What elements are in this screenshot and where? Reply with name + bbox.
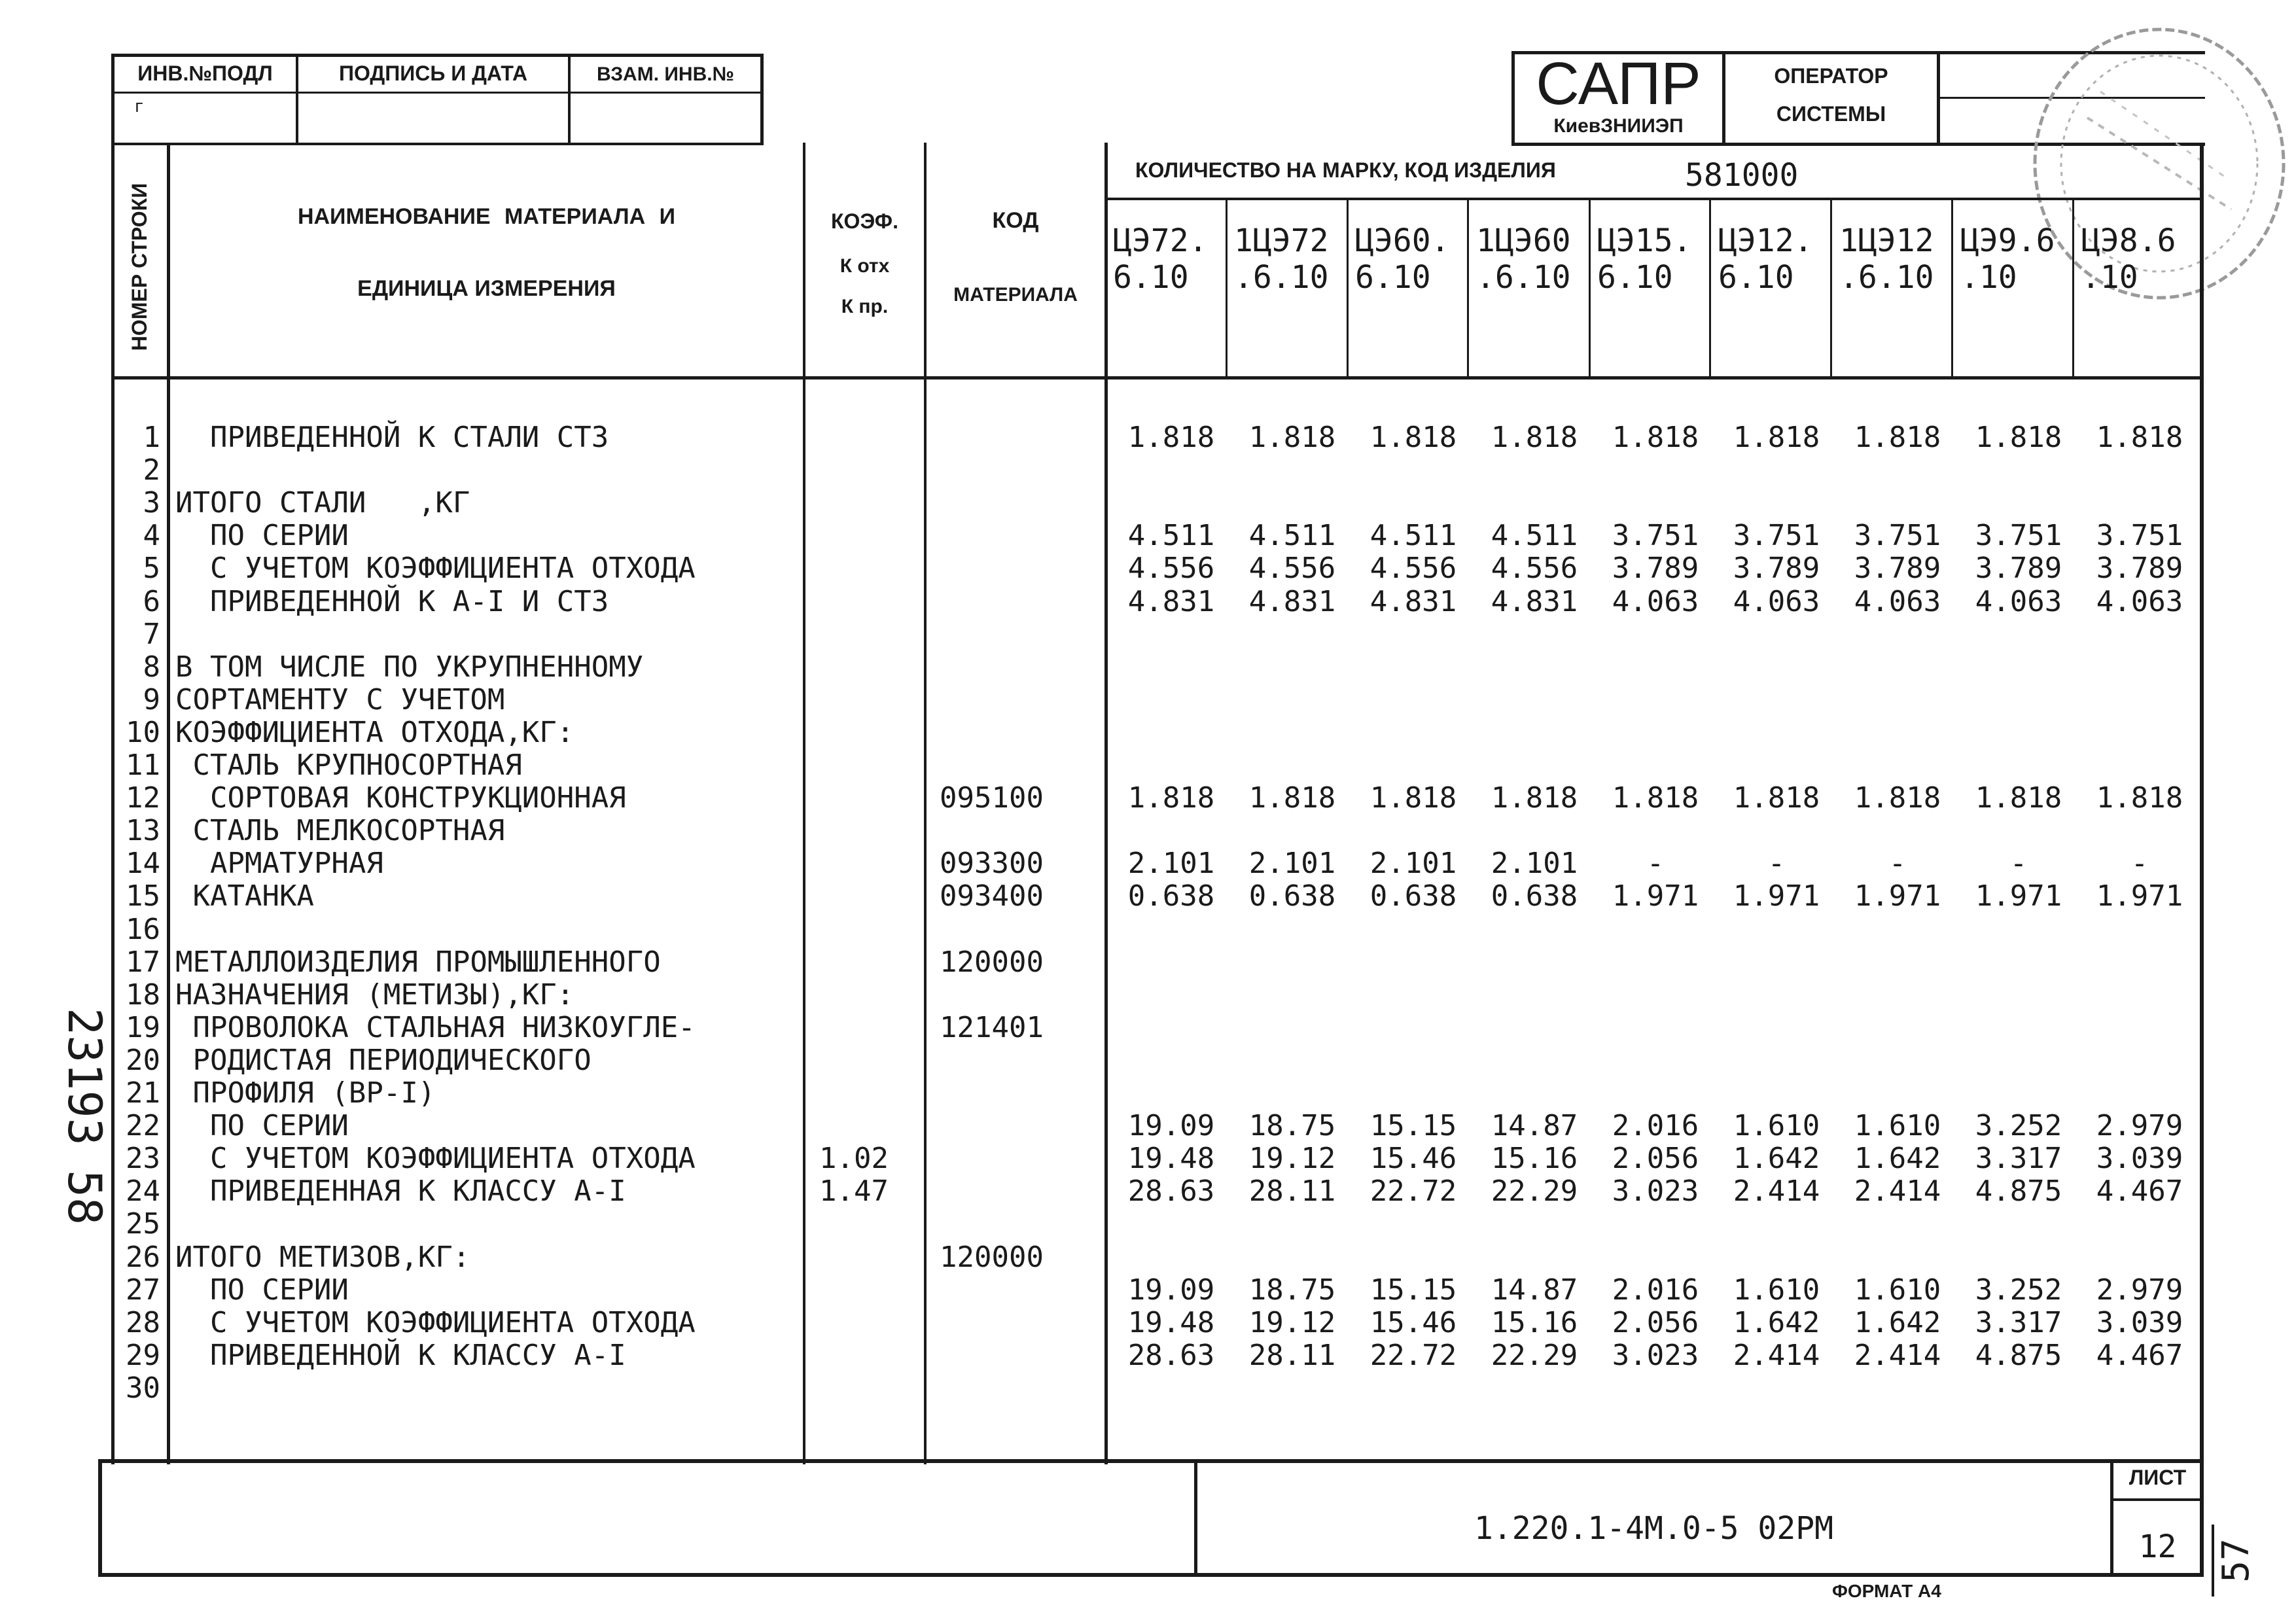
quantity-cell: 1.818 — [1854, 421, 1941, 454]
quantity-cell: 3.751 — [1975, 519, 2062, 552]
column-header-line1: ЦЭ9.6 — [1960, 222, 2055, 259]
material-name: ПРОВОЛОКА СТАЛЬНАЯ НИЗКОУГЛЕ- — [175, 1011, 696, 1044]
row-number: 22 — [126, 1109, 160, 1142]
row-number: 29 — [126, 1339, 160, 1372]
quantity-cell: - — [2009, 847, 2028, 880]
quantity-cell: 2.414 — [1733, 1174, 1820, 1208]
row-number: 2 — [143, 453, 160, 487]
material-name: ИТОГО СТАЛИ ,КГ — [175, 486, 470, 520]
archive-number: 23193 — [58, 1008, 111, 1146]
quantity-cell: 14.87 — [1491, 1109, 1578, 1142]
quantity-cell: 1.610 — [1733, 1273, 1820, 1307]
quantity-cell: 2.101 — [1248, 847, 1336, 880]
quantity-cell: 3.789 — [2096, 552, 2183, 585]
quantity-cell: 3.751 — [1612, 519, 1699, 552]
column-header-line2: .10 — [2081, 259, 2138, 296]
material-name: С УЧЕТОМ КОЭФФИЦИЕНТА ОТХОДА — [175, 552, 696, 585]
document-code: 1.220.1-4М.0-5 02РМ — [1474, 1510, 1834, 1547]
quantity-cell: 4.467 — [2096, 1339, 2183, 1372]
column-header-line2: 6.10 — [1113, 259, 1189, 296]
column-header-line2: .6.10 — [1476, 259, 1571, 296]
quantity-cell: 19.48 — [1127, 1142, 1215, 1175]
quantity-cell: 1.818 — [1975, 421, 2062, 454]
material-name: ПРИВЕДЕННОЙ К КЛАССУ А-I — [175, 1339, 626, 1372]
row-number: 12 — [126, 781, 160, 815]
quantity-cell: 4.875 — [1975, 1339, 2062, 1372]
quantity-cell: 1.818 — [1975, 781, 2062, 815]
quantity-cell: 2.016 — [1612, 1273, 1699, 1307]
material-name: ПО СЕРИИ — [175, 519, 349, 552]
column-header — [1597, 222, 1692, 296]
column-header — [1234, 222, 1329, 296]
quantity-cell: 4.511 — [1369, 519, 1457, 552]
column-header — [2081, 222, 2176, 296]
row-number: 4 — [143, 519, 160, 552]
column-header-line1: ЦЭ72. — [1113, 222, 1208, 259]
quantity-cell: 0.638 — [1369, 879, 1457, 913]
quantity-cell: 1.971 — [1733, 879, 1820, 913]
row-number: 20 — [126, 1044, 160, 1077]
quantity-cell: 4.467 — [2096, 1174, 2183, 1208]
quantity-cell: 1.971 — [1854, 879, 1941, 913]
inv-podl-label: ИНВ.№ПОДЛ — [137, 62, 273, 86]
quantity-cell: 1.818 — [1127, 421, 1215, 454]
material-header-1: НАИМЕНОВАНИЕ МАТЕРИАЛА И — [297, 204, 676, 229]
material-code: 093400 — [940, 879, 1044, 913]
row-number: 30 — [126, 1371, 160, 1405]
row-number: 16 — [126, 913, 160, 946]
row-number: 6 — [143, 585, 160, 618]
quantity-cell: 28.11 — [1248, 1339, 1336, 1372]
quantity-cell: 0.638 — [1248, 879, 1336, 913]
material-name: ПРИВЕДЕННАЯ К КЛАССУ А-I — [175, 1174, 626, 1208]
column-header — [1113, 222, 1208, 296]
column-header-line1: 1ЦЭ72 — [1234, 222, 1329, 259]
material-name: АРМАТУРНАЯ — [175, 847, 383, 880]
row-number: 15 — [126, 879, 160, 913]
quantity-cell: 3.252 — [1975, 1109, 2062, 1142]
row-number: 9 — [143, 683, 160, 716]
quantity-cell: 1.818 — [2096, 781, 2183, 815]
quantity-cell: 15.46 — [1369, 1306, 1457, 1339]
quantity-cell: 19.48 — [1127, 1306, 1215, 1339]
material-name: РОДИСТАЯ ПЕРИОДИЧЕСКОГО — [175, 1044, 592, 1077]
quantity-cell: 4.511 — [1248, 519, 1336, 552]
column-header-line1: ЦЭ15. — [1597, 222, 1692, 259]
column-header — [1839, 222, 1934, 296]
material-name: ПО СЕРИИ — [175, 1273, 349, 1307]
material-name: ПО СЕРИИ — [175, 1109, 349, 1142]
quantity-cell: 19.09 — [1127, 1273, 1215, 1307]
material-name: ПРИВЕДЕННОЙ К СТАЛИ СТ3 — [175, 421, 609, 454]
quantity-cell: - — [1888, 847, 1907, 880]
material-name: СОРТОВАЯ КОНСТРУКЦИОННАЯ — [175, 781, 626, 815]
quantity-cell: 3.023 — [1612, 1174, 1699, 1208]
quantity-cell: 28.63 — [1127, 1339, 1215, 1372]
column-header-line2: 6.10 — [1597, 259, 1673, 296]
format-label: ФОРМАТ А4 — [1832, 1581, 1941, 1601]
quantity-cell: 3.751 — [1733, 519, 1820, 552]
quantity-cell: 4.063 — [1975, 585, 2062, 618]
row-number: 7 — [143, 618, 160, 651]
row-number: 13 — [126, 814, 160, 847]
quantity-cell: 4.556 — [1127, 552, 1215, 585]
quantity-cell: 14.87 — [1491, 1273, 1578, 1307]
quantity-cell: 2.414 — [1733, 1339, 1820, 1372]
quantity-cell: 4.831 — [1127, 585, 1215, 618]
quantity-cell: 2.414 — [1854, 1174, 1941, 1208]
row-number: 10 — [126, 716, 160, 749]
quantity-cell: 15.16 — [1491, 1142, 1578, 1175]
quantity-cell: 1.971 — [1612, 879, 1699, 913]
material-name: ИТОГО МЕТИЗОВ,КГ: — [175, 1241, 470, 1274]
quantity-cell: 4.556 — [1369, 552, 1457, 585]
material-name: ПРОФИЛЯ (ВР-I) — [175, 1076, 436, 1110]
quantity-cell: 2.016 — [1612, 1109, 1699, 1142]
podpis-data-label: ПОДПИСЬ И ДАТА — [338, 62, 528, 86]
quantity-cell: 1.642 — [1854, 1306, 1941, 1339]
quantity-cell: 4.063 — [2096, 585, 2183, 618]
operator-label-2: СИСТЕМЫ — [1776, 102, 1886, 126]
quantity-cell: 4.556 — [1248, 552, 1336, 585]
quantity-cell: 1.610 — [1854, 1273, 1941, 1307]
quantity-cell: 1.642 — [1733, 1306, 1820, 1339]
quantity-cell: 1.818 — [1491, 421, 1578, 454]
column-header-line1: 1ЦЭ60 — [1476, 222, 1571, 259]
sheet-label: ЛИСТ — [2128, 1466, 2187, 1489]
quantity-cell: 4.063 — [1612, 585, 1699, 618]
row-number: 8 — [143, 650, 160, 684]
quantity-cell: 1.818 — [2096, 421, 2183, 454]
koef-header-1: КОЭФ. — [831, 209, 898, 233]
quantity-cell: 19.12 — [1248, 1306, 1336, 1339]
row-number: 23 — [126, 1142, 160, 1175]
quantity-cell: 3.751 — [2096, 519, 2183, 552]
qty-header: КОЛИЧЕСТВО НА МАРКУ, КОД ИЗДЕЛИЯ — [1135, 158, 1556, 182]
quantity-cell: 1.818 — [1612, 781, 1699, 815]
archive-sub-number: 58 — [58, 1169, 111, 1226]
material-code: 095100 — [940, 781, 1044, 815]
quantity-cell: 3.039 — [2096, 1142, 2183, 1175]
quantity-cell: 1.642 — [1854, 1142, 1941, 1175]
quantity-cell: 4.556 — [1491, 552, 1578, 585]
quantity-cell: 1.610 — [1733, 1109, 1820, 1142]
column-header-line2: .10 — [1960, 259, 2017, 296]
quantity-cell: 4.831 — [1369, 585, 1457, 618]
quantity-cell: 3.751 — [1854, 519, 1941, 552]
quantity-cell: 1.971 — [1975, 879, 2062, 913]
quantity-cell: 1.818 — [1127, 781, 1215, 815]
quantity-cell: 1.642 — [1733, 1142, 1820, 1175]
quantity-cell: 4.511 — [1491, 519, 1578, 552]
column-header-line1: ЦЭ8.6 — [2081, 222, 2176, 259]
quantity-cell: 1.818 — [1369, 781, 1457, 815]
material-name: С УЧЕТОМ КОЭФФИЦИЕНТА ОТХОДА — [175, 1306, 696, 1339]
quantity-cell: 2.101 — [1369, 847, 1457, 880]
material-name: МЕТАЛЛОИЗДЕЛИЯ ПРОМЫШЛЕННОГО — [175, 945, 661, 979]
column-header-line1: ЦЭ12. — [1718, 222, 1813, 259]
quantity-cell: 0.638 — [1491, 879, 1578, 913]
quantity-cell: 3.317 — [1975, 1306, 2062, 1339]
product-code: 581000 — [1685, 157, 1799, 194]
material-name: СОРТАМЕНТУ С УЧЕТОМ — [175, 683, 505, 716]
material-code: 120000 — [940, 1241, 1044, 1274]
quantity-cell: 2.979 — [2096, 1109, 2183, 1142]
row-number: 5 — [143, 552, 160, 585]
quantity-cell: 22.72 — [1369, 1174, 1457, 1208]
row-number: 1 — [143, 421, 160, 454]
material-header-2: ЕДИНИЦА ИЗМЕРЕНИЯ — [357, 276, 616, 301]
quantity-cell: - — [1646, 847, 1665, 880]
quantity-cell: 1.818 — [1612, 421, 1699, 454]
quantity-cell: 1.818 — [1733, 781, 1820, 815]
column-header — [1718, 222, 1813, 296]
column-header-line2: .6.10 — [1234, 259, 1329, 296]
quantity-cell: 3.789 — [1733, 552, 1820, 585]
quantity-cell: 3.789 — [1975, 552, 2062, 585]
quantity-cell: 1.610 — [1854, 1109, 1941, 1142]
quantity-cell: 2.414 — [1854, 1339, 1941, 1372]
quantity-cell: 28.11 — [1248, 1174, 1336, 1208]
koef-header-3: К пр. — [841, 296, 889, 317]
quantity-cell: 1.818 — [1854, 781, 1941, 815]
koef-header-2: К отх — [839, 255, 890, 277]
material-name: СТАЛЬ МЕЛКОСОРТНАЯ — [175, 814, 505, 847]
quantity-cell: 1.818 — [1248, 781, 1336, 815]
row-number: 18 — [126, 978, 160, 1012]
quantity-cell: 3.252 — [1975, 1273, 2062, 1307]
column-header-line1: ЦЭ60. — [1355, 222, 1450, 259]
quantity-cell: 15.15 — [1369, 1109, 1457, 1142]
quantity-cell: 3.023 — [1612, 1339, 1699, 1372]
material-name: КОЭФФИЦИЕНТА ОТХОДА,КГ: — [175, 716, 574, 749]
quantity-cell: - — [1767, 847, 1786, 880]
sheet-number: 12 — [2138, 1528, 2177, 1565]
column-header-line2: 6.10 — [1355, 259, 1431, 296]
column-header-line2: .6.10 — [1839, 259, 1934, 296]
quantity-cell: 2.101 — [1491, 847, 1578, 880]
quantity-cell: 4.511 — [1127, 519, 1215, 552]
material-name: ПРИВЕДЕННОЙ К А-I И СТ3 — [175, 585, 609, 618]
quantity-cell: 22.29 — [1491, 1339, 1578, 1372]
quantity-cell: 19.12 — [1248, 1142, 1336, 1175]
quantity-cell: 1.818 — [1369, 421, 1457, 454]
code-header-1: КОД — [992, 208, 1039, 233]
quantity-cell: 1.818 — [1491, 781, 1578, 815]
row-number: 27 — [126, 1273, 160, 1307]
sapr-org: КиевЗНИИЭП — [1553, 115, 1684, 137]
quantity-cell: 3.789 — [1854, 552, 1941, 585]
material-name: СТАЛЬ КРУПНОСОРТНАЯ — [175, 749, 522, 782]
quantity-cell: 3.317 — [1975, 1142, 2062, 1175]
row-number: 17 — [126, 945, 160, 979]
quantity-cell: 1.818 — [1248, 421, 1336, 454]
code-header-2: МАТЕРИАЛА — [953, 284, 1078, 306]
operator-label-1: ОПЕРАТОР — [1774, 64, 1888, 88]
quantity-cell: 3.039 — [2096, 1306, 2183, 1339]
quantity-cell: 15.46 — [1369, 1142, 1457, 1175]
quantity-cell: 18.75 — [1248, 1109, 1336, 1142]
quantity-cell: 1.818 — [1733, 421, 1820, 454]
row-number: 21 — [126, 1076, 160, 1110]
quantity-cell: 2.979 — [2096, 1273, 2183, 1307]
row-number-header: НОМЕР СТРОКИ — [128, 183, 151, 351]
column-header-line2: 6.10 — [1718, 259, 1794, 296]
quantity-cell: 4.063 — [1733, 585, 1820, 618]
quantity-cell: 18.75 — [1248, 1273, 1336, 1307]
material-name: КАТАНКА — [175, 879, 314, 913]
quantity-cell: 15.15 — [1369, 1273, 1457, 1307]
row-number: 26 — [126, 1241, 160, 1274]
row-number: 14 — [126, 847, 160, 880]
quantity-cell: 4.063 — [1854, 585, 1941, 618]
quantity-cell: 4.831 — [1248, 585, 1336, 618]
quantity-cell: 2.056 — [1612, 1142, 1699, 1175]
vzam-inv-label: ВЗАМ. ИНВ.№ — [596, 63, 735, 85]
koef-value: 1.02 — [819, 1142, 889, 1175]
page-number-margin: 57 — [2215, 1538, 2257, 1583]
row-number: 24 — [126, 1174, 160, 1208]
quantity-cell: 28.63 — [1127, 1174, 1215, 1208]
quantity-cell: 22.29 — [1491, 1174, 1578, 1208]
quantity-cell: 1.971 — [2096, 879, 2183, 913]
column-header — [1476, 222, 1571, 296]
row-number: 28 — [126, 1306, 160, 1339]
quantity-cell: 15.16 — [1491, 1306, 1578, 1339]
quantity-cell: 4.831 — [1491, 585, 1578, 618]
material-name: С УЧЕТОМ КОЭФФИЦИЕНТА ОТХОДА — [175, 1142, 696, 1175]
column-header — [1355, 222, 1450, 296]
column-header — [1960, 222, 2055, 296]
quantity-cell: 2.101 — [1127, 847, 1215, 880]
material-code: 120000 — [940, 945, 1044, 979]
row-number: 11 — [126, 749, 160, 782]
koef-value: 1.47 — [819, 1174, 889, 1208]
row-number: 25 — [126, 1207, 160, 1241]
column-header-line1: 1ЦЭ12 — [1839, 222, 1934, 259]
quantity-cell: 22.72 — [1369, 1339, 1457, 1372]
stamp-mark: г — [134, 97, 145, 116]
sapr-title: САПР — [1536, 50, 1701, 117]
material-code: 121401 — [940, 1011, 1044, 1044]
quantity-cell: 19.09 — [1127, 1109, 1215, 1142]
quantity-cell: 3.789 — [1612, 552, 1699, 585]
material-code: 093300 — [940, 847, 1044, 880]
quantity-cell: 4.875 — [1975, 1174, 2062, 1208]
quantity-cell: 0.638 — [1127, 879, 1215, 913]
quantity-cell: 2.056 — [1612, 1306, 1699, 1339]
row-number: 19 — [126, 1011, 160, 1044]
row-number: 3 — [143, 486, 160, 520]
quantity-cell: - — [2130, 847, 2149, 880]
material-name: В ТОМ ЧИСЛЕ ПО УКРУПНЕННОМУ — [175, 650, 644, 684]
material-name: НАЗНАЧЕНИЯ (МЕТИЗЫ),КГ: — [175, 978, 574, 1012]
